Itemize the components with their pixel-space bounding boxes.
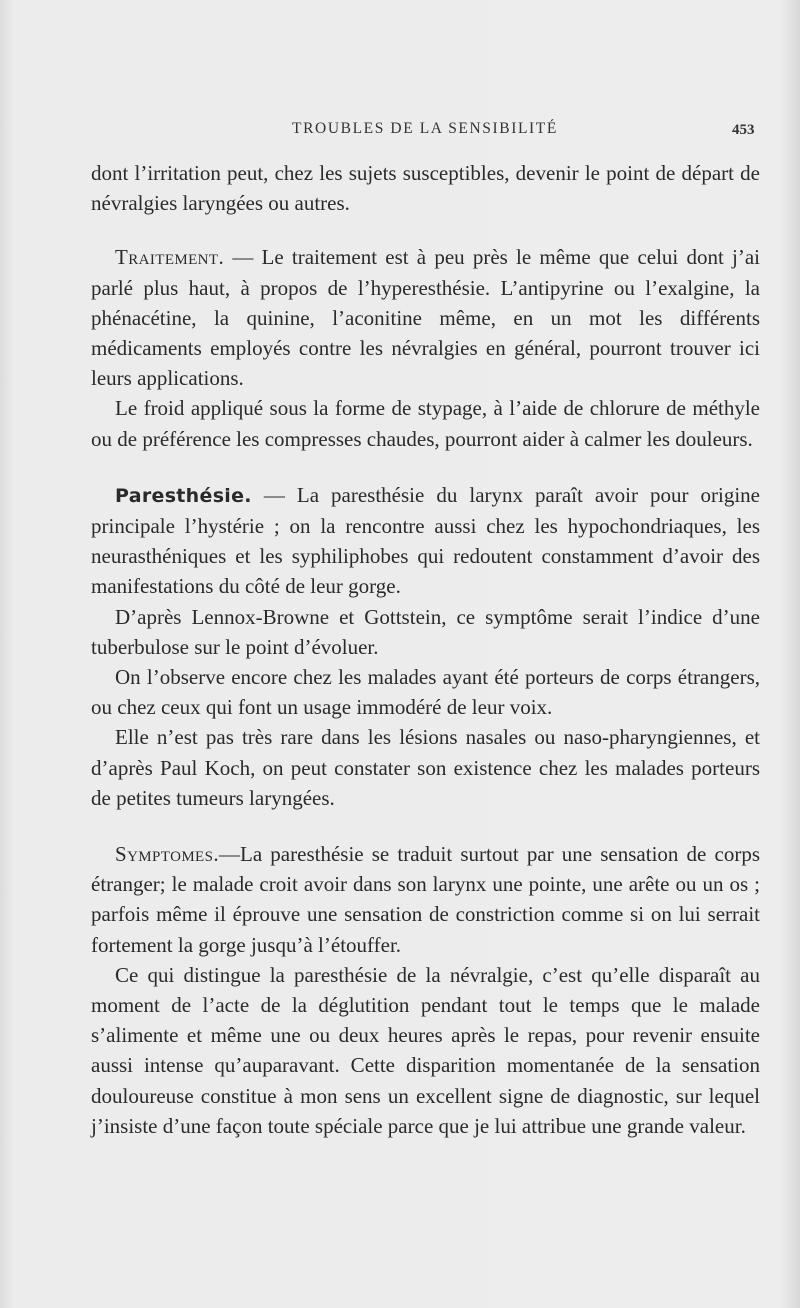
paragraph-text: — La paresthésie du larynx paraît avoir pour origine principale l’hystérie ; on la rencontre aussi chez les hypochondriaques, les neurasthéniques et les syphiliphobes qui redoutent constamment d’avoir des manifestations du côté de leur gorge. [91,482,760,599]
paragraph-froid: Le froid appliqué sous la forme de stypage, à l’aide de chlorure de méthyle ou de préférence les compresses chaudes, pourront aider à calmer les douleurs. [91,396,760,451]
paragraph-paresthesie [91,480,760,602]
paragraph-traitement [91,242,760,393]
page-header [0,116,800,146]
paragraph-text: —La paresthésie se traduit surtout par une sensation de corps étranger; le malade croit avoir dans son larynx une pointe, une arête ou un os ; parfois même il éprouve une sensation de constriction comme si on lui serrait fortement la gorge jusqu’à l’étouffer. [91,842,760,957]
paragraph-text: — Le traitement est à peu près le même que celui dont j’ai parlé plus haut, à propos de l’hyperesthésie. L’antipyrine ou l’exalgine, la phénacétine, la quinine, l’aconitine même, en un mot les différents médicaments employés contre les névralgies en général, pourront trouver ici leurs applications. [91,245,760,391]
paragraph-symptomes [91,839,760,960]
running-title: TROUBLES DE LA SENSIBILITÉ [292,120,558,137]
paragraph-lennox: D’après Lennox-Browne et Gottstein, ce symptôme serait l’indice d’une tuberbulose sur le point d’évoluer. [91,604,760,659]
paragraph-diagnostic: Ce qui distingue la paresthésie de la névralgie, c’est qu’elle disparaît au moment de l’acte de la déglutition pendant tout le temps que le malade s’alimente et même une ou deux heures après le repas, pour revenir ensuite aussi intense qu’auparavant. Cette disparition momentanée de la sensation douloureuse constitue à mon sens un excellent signe de diagnostic, sur lequel j’insiste d’une façon toute spéciale parce que je lui attribue une grande valeur. [91,962,760,1138]
section-heading-paresthesie: Paresthésie. [115,484,252,507]
paragraph-corps-etrangers: On l’observe encore chez les malades ayant été porteurs de corps étrangers, ou chez ceux qui font un usage immodéré de leur voix. [91,665,760,720]
paragraph-lesions: Elle n’est pas très rare dans les lésions nasales ou naso-pharyngiennes, et d’après Paul Koch, on peut constater son existence chez les malades porteurs de petites tumeurs laryngées. [91,725,760,810]
body-text [91,158,760,1141]
paragraph-continuation: dont l’irritation peut, chez les sujets susceptibles, devenir le point de départ de névralgies laryngées ou autres. [91,161,760,216]
section-heading-symptomes: Symptomes. [115,842,220,867]
page-number: 453 [732,122,755,138]
section-heading-traitement: Traitement. [115,245,225,270]
